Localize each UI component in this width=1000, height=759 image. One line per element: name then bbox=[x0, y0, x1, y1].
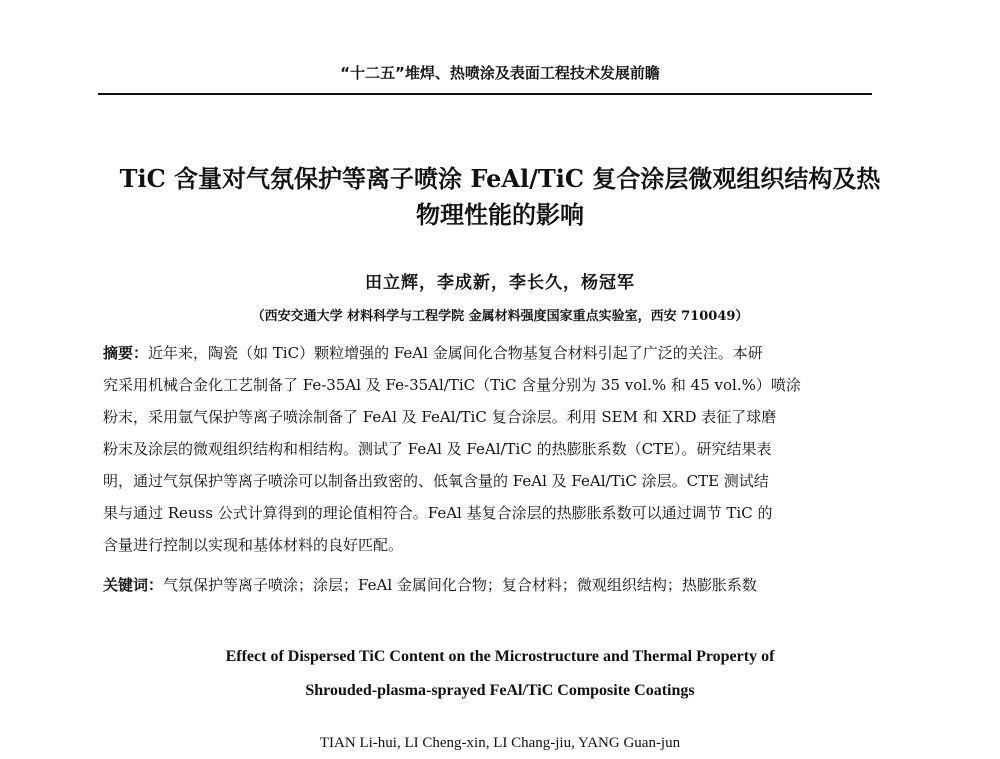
english-authors: TIAN Li-hui, LI Cheng-xin, LI Chang-jiu, YANG Guan-jun bbox=[319, 735, 681, 751]
abstract-line-2: 究采用机械合金化工艺制备了 Fe-35Al 及 Fe-35Al/TiC（TiC 含量分别为 35 vol.% 和 45 vol.%）喷涂 bbox=[103, 376, 801, 394]
abstract-line-6: 果与通过 Reuss 公式计算得到的理论值相符合。FeAl 基复合涂层的热膨胀系数可以通过调节 TiC 的 bbox=[103, 504, 773, 522]
header-rule bbox=[98, 93, 872, 95]
chinese-affiliation: （西安交通大学 材料科学与工程学院 金属材料强度国家重点实验室，西安 710049） bbox=[251, 309, 749, 324]
abstract-line-3: 粉末，采用氩气保护等离子喷涂制备了 FeAl 及 FeAl/TiC 复合涂层。利用 SEM 和 XRD 表征了球磨 bbox=[103, 408, 777, 426]
abstract-line-5: 明，通过气氛保护等离子喷涂可以制备出致密的、低氧含量的 FeAl 及 FeAl/TiC 涂层。CTE 测试结 bbox=[103, 472, 769, 490]
abstract-line-4: 粉末及涂层的微观组织结构和相结构。测试了 FeAl 及 FeAl/TiC 的热膨胀系数（CTE）。研究结果表 bbox=[103, 440, 772, 458]
abstract-text: 近年来，陶瓷（如 TiC）颗粒增强的 FeAl 金属间化合物基复合材料引起了广泛的关注。本研 bbox=[148, 344, 763, 362]
chinese-title-line-1: TiC 含量对气氛保护等离子喷涂 FeAl/TiC 复合涂层微观组织结构及热 bbox=[119, 164, 881, 193]
abstract-line-1 bbox=[103, 342, 871, 363]
english-title-line-2: Shrouded-plasma-sprayed FeAl/TiC Composite Coatings bbox=[305, 682, 695, 699]
chinese-authors: 田立辉，李成新，李长久，杨冠军 bbox=[365, 273, 635, 293]
english-title-line-1: Effect of Dispersed TiC Content on the Microstructure and Thermal Property of bbox=[225, 648, 775, 665]
keywords-text: 气氛保护等离子喷涂；涂层；FeAl 金属间化合物；复合材料；微观组织结构；热膨胀系数 bbox=[163, 576, 757, 594]
keywords bbox=[103, 574, 871, 595]
abstract-line-7: 含量进行控制以实现和基体材料的良好匹配。 bbox=[103, 536, 404, 554]
abstract-label: 摘要： bbox=[103, 344, 149, 362]
keywords-label: 关键词： bbox=[103, 576, 164, 594]
running-header: “十二五”堆焊、热喷涂及表面工程技术发展前瞻 bbox=[340, 64, 660, 82]
english-title bbox=[0, 640, 1000, 708]
chinese-title-line-2: 物理性能的影响 bbox=[416, 200, 584, 229]
chinese-title bbox=[80, 161, 920, 233]
